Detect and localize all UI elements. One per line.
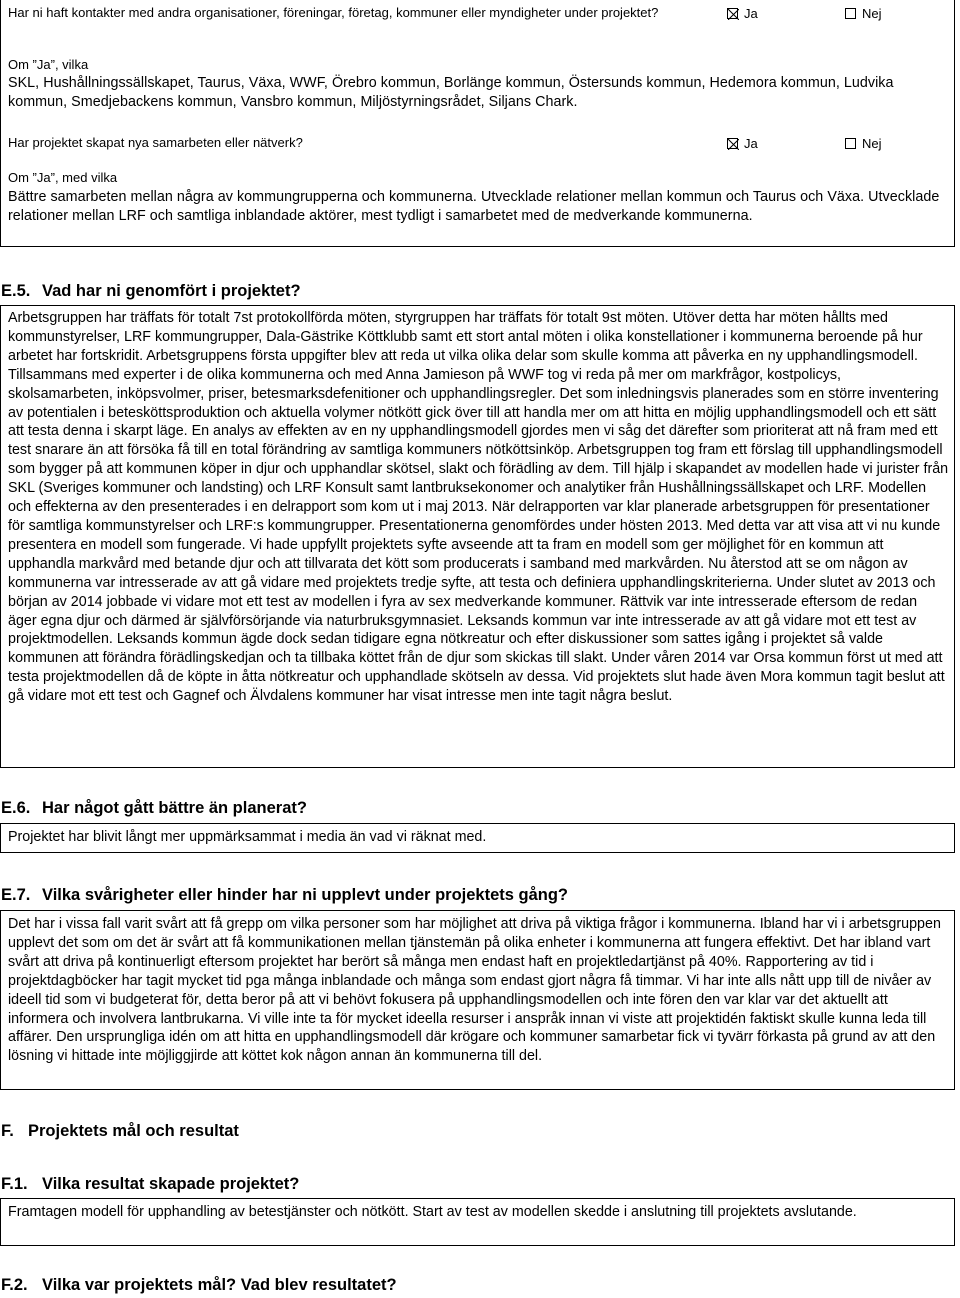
contacts-no-checkbox[interactable] bbox=[845, 8, 856, 19]
section-number: E.7. bbox=[1, 886, 31, 904]
contacts-no-option[interactable] bbox=[845, 7, 882, 20]
network-question: Har projektet skapat nya samarbeten eller nätverk? bbox=[8, 135, 303, 150]
contacts-no-label: Nej bbox=[862, 6, 882, 21]
network-yes-label: Ja bbox=[744, 136, 758, 151]
section-e7-heading bbox=[1, 885, 568, 905]
section-f-heading bbox=[1, 1121, 239, 1141]
checked-cross-icon bbox=[728, 139, 739, 150]
checked-cross-icon bbox=[728, 9, 739, 20]
f1-answer: Framtagen modell för upphandling av betestjänster och nötkött. Start av test av modellen skedde i anslutning till projektets avslutande. bbox=[8, 1204, 857, 1220]
contacts-which-label: Om ”Ja”, vilka bbox=[8, 57, 89, 72]
contacts-network-box bbox=[0, 0, 955, 247]
network-yes-option[interactable] bbox=[727, 137, 758, 150]
network-which-label: Om ”Ja”, med vilka bbox=[8, 170, 118, 185]
contacts-question-row bbox=[8, 4, 947, 24]
network-question-row bbox=[8, 134, 947, 154]
section-title: Vilka var projektets mål? Vad blev resultatet? bbox=[42, 1276, 397, 1294]
f1-answer-box bbox=[0, 1198, 955, 1246]
contacts-yes-label: Ja bbox=[744, 6, 758, 21]
network-yes-checkbox[interactable] bbox=[727, 138, 738, 149]
e5-answer: Arbetsgruppen har träffats för totalt 7st protokollförda möten, styrgruppen har träffats för totalt 9st möten. Utöver detta har möten hållts med kommunstyrelser, LRF kommungrupper, Dala-Gästrike Köttklubb samt ett stort antal möten i olika konstellationer i kommunerna beroende på hur arbetet har fortskridit. Arbetsgruppens första uppgifter blev att reda ut vilka olika delar som skulle komma att påverka en ny upphandlingsmodell. Tillsammans med experter i de olika kommunerna och med Anna Jamieson på WWF tog vi reda på mer om markfrågor, kostpolicys, skolsamarbeten, inköpsvolmer, priser, betesmarksdefenitioner och upphandlingsregler. Det som inledningsvis planerades som en större inventering av potentialen i betesköttsproduktion och aktuella volymer nötkött gick över till att handla mer om att hitta en möjlig upphandlingsmodell och ett sätt att testa denna i skarpt läge. En analys av effekten av en ny upphandlingsmodell gjordes men vi såg det därefter som prioriterat att nå fram med ett test snarare än att försöka få till en total förändring av samtliga kommuners nötköttsinköp. Arbetsgruppen tog fram ett förslag till upphandlingsmodell som bygger på att kommunen köper in djur och upphandlar skötsel, slakt och förädling av dem. Till hjälp i skapandet av modellen hade vi jurister från SKL (Sveriges kommuner och landsting) och LRF Konsult samt lantbruksekonomer och analytiker från Hushållningssällskapet och LRF. Modellen och effekterna av den presenterades i en delrapport som kom ut i maj 2013. När delrapporten var klar planerade arbetsgruppen för presentationer för samtliga kommunstyrelser och LRF:s kommungrupper. Presentationerna genomfördes under hösten 2013. Med detta var att visa att vi nu kunde presentera en modell som fungerade. Vi hade uppfyllt projektets syfte avseende att ta fram en modell som ger möjlighet för en kommun att upphandla markvård med betande djur och att tillvarata det kött som producerats i samband med markvården. Nu återstod att se om någon av kommunerna var intresserade av att gå vidare med projektets tredje syfte, att testa och definiera upphandlingskriterierna. Under slutet av 2013 och början av 2014 jobbade vi vidare mot ett test av modellen i fyra av sex medverkande kommuner. Rättvik var inte intresserade eftersom de redan äger egna djur och därmed är självförsörjande via naturbruksgymnasiet. Leksands kommun var inte intresserade av att gå vidare mot ett test av projektmodellen. Leksands kommun ägde dock sedan tidigare egna nötkreatur och efter diskussioner som sattes igång i projektet så valde kommunen att förändra förädlingskedjan och ta tillbaka köttet från de djur som skickas till slakt. Under våren 2014 var Orsa kommun först ut med att testa projektmodellen då de köpte in åtta nötkreatur och upphandlade skötseln av dessa. Vid projektets slut hade även Mora kommun tagit beslut att gå vidare mot ett test och Gagnef och Älvdalens kommuner har visat intresse men inte tagit några beslut. bbox=[8, 310, 949, 705]
network-answer: Bättre samarbeten mellan några av kommungrupperna och kommunerna. Utvecklade relationer mellan kommun och Taurus och Växa. Utvecklade relationer mellan LRF och samtliga inblandade aktörer, mest tydligt i samarbetet med de medverkande kommunerna. bbox=[8, 189, 940, 224]
contacts-yes-option[interactable] bbox=[727, 7, 758, 20]
e7-answer-box bbox=[0, 910, 955, 1090]
section-number: E.5. bbox=[1, 282, 31, 300]
section-e6-heading bbox=[1, 798, 307, 818]
section-title: Vilka svårigheter eller hinder har ni upplevt under projektets gång? bbox=[42, 886, 569, 904]
e6-answer-box bbox=[0, 823, 955, 853]
network-no-label: Nej bbox=[862, 136, 882, 151]
section-number: F. bbox=[1, 1122, 14, 1140]
e6-answer: Projektet har blivit långt mer uppmärksammat i media än vad vi räknat med. bbox=[8, 829, 487, 845]
network-no-option[interactable] bbox=[845, 137, 882, 150]
section-title: Vad har ni genomfört i projektet? bbox=[42, 282, 301, 300]
network-no-checkbox[interactable] bbox=[845, 138, 856, 149]
contacts-question: Har ni haft kontakter med andra organisationer, föreningar, företag, kommuner eller myndigheter under projektet? bbox=[8, 5, 659, 20]
section-title: Projektets mål och resultat bbox=[28, 1122, 239, 1140]
section-title: Vilka resultat skapade projektet? bbox=[42, 1175, 300, 1193]
e7-answer: Det har i vissa fall varit svårt att få grepp om vilka personer som har möjlighet att driva på viktiga frågor i kommunerna. Ibland har vi i arbetsgruppen upplevt det som om det är svårt att få kommunikationen mellan tjänstemän på olika enheter i kommunerna att fungera effektivt. Det har ibland vart svårt att driva på kontinuerligt eftersom projektet har berört så många men endast haft en projektledartjänst på 40%. Rapportering av tid i projektdagböcker har tagit mycket tid pga många inblandade och många som endast gjort några få timmar. Vi har inte alls nått upp till de nivåer av ideell tid som vi budgeterat för, detta beror på att vi behövt fokusera på upphandlingsmodellen och inte fören den var klar var det aktuellt att informera och involvera lantbrukarna. Vi ville inte ta för mycket ideella resurser i anspråk innan vi viste att projektidén faktiskt skulle kunna leda till affärer. Den ursprungliga idén om att hitta en upphandlingsmodell där krögare och kommuner samarbetar fick vi tyvärr förkasta på grund av att den lösning vi hittade inte möjliggjirde att köttet kok någon annan än kommunerna till del. bbox=[8, 916, 941, 1065]
contacts-answer: SKL, Hushållningssällskapet, Taurus, Växa, WWF, Örebro kommun, Borlänge kommun, Östersunds kommun, Hedemora kommun, Ludvika kommun, Smedjebackens kommun, Vansbro kommun, Miljöstyrningsrådet, Siljans Chark. bbox=[8, 75, 894, 110]
section-number: E.6. bbox=[1, 799, 31, 817]
section-title: Har något gått bättre än planerat? bbox=[42, 799, 307, 817]
contacts-yes-checkbox[interactable] bbox=[727, 8, 738, 19]
e5-answer-box bbox=[0, 305, 955, 768]
section-f2-heading bbox=[1, 1275, 397, 1295]
section-number: F.2. bbox=[1, 1276, 28, 1294]
section-f1-heading bbox=[1, 1174, 299, 1194]
section-number: F.1. bbox=[1, 1175, 28, 1193]
section-e5-heading bbox=[1, 281, 301, 301]
